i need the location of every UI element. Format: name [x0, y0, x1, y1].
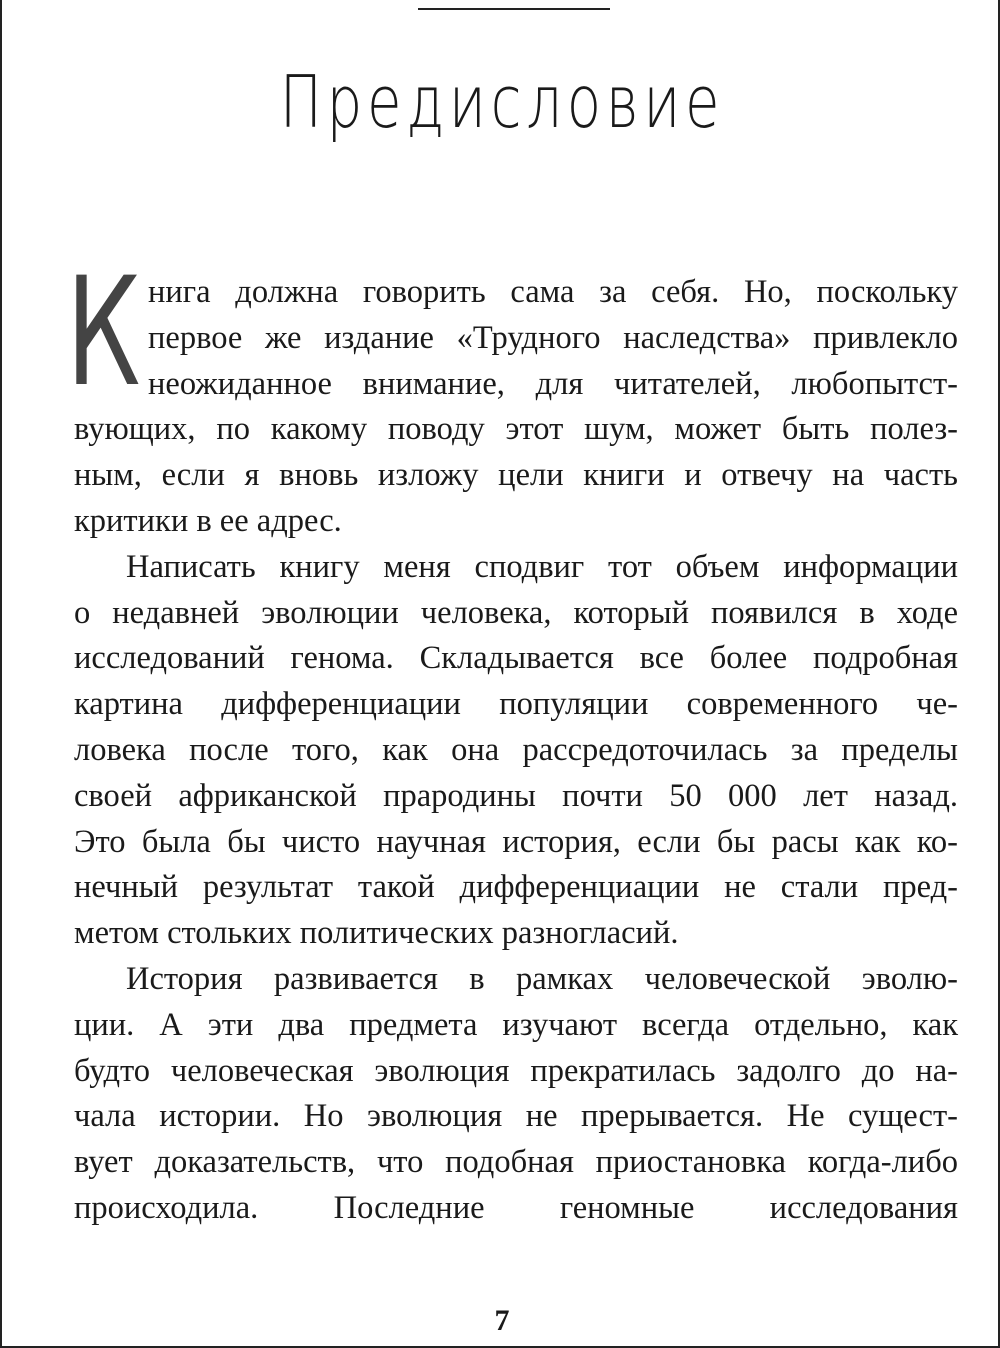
text-line: первое же издание «Трудного наследства» привлекло — [148, 319, 958, 356]
text-line: о недавней эволюции человека, который появился в ходе — [74, 594, 958, 631]
text-line: происходила. Последние геномные исследования — [74, 1189, 958, 1226]
text-line: чала истории. Но эволюция не прерывается. Не сущест- — [74, 1098, 958, 1135]
text-line: вующих, по какому поводу этот шум, может быть полез- — [74, 411, 958, 448]
text-line: Написать книгу меня сподвиг тот объем информации — [126, 548, 958, 585]
drop-cap: К — [66, 246, 141, 420]
text-line: метом стольких политических разногласий. — [74, 915, 679, 952]
text-line: История развивается в рамках человеческой эволю- — [126, 960, 958, 997]
text-line: исследований генома. Складывается все более подробная — [74, 640, 958, 677]
text-line: будто человеческая эволюция прекратилась задолго до на- — [74, 1052, 958, 1089]
text-line: ловека после того, как она рассредоточилась за пределы — [74, 731, 958, 768]
text-line: ным, если я вновь изложу цели книги и отвечу на часть — [74, 457, 958, 494]
text-line: Это была бы чисто научная история, если бы расы как ко- — [74, 823, 958, 860]
text-line: нечный результат такой дифференциации не стали пред- — [74, 869, 958, 906]
text-line: картина дифференциации популяции современного че- — [74, 686, 958, 723]
text-line: критики в ее адрес. — [74, 502, 342, 539]
chapter-title: Предисловие — [279, 60, 725, 144]
body-text — [74, 270, 958, 1232]
page-number: 7 — [494, 1304, 510, 1337]
text-line: неожиданное внимание, для читателей, любопытст- — [148, 365, 958, 402]
top-rule — [418, 8, 610, 10]
text-line: своей африканской прародины почти 50 000 лет назад. — [74, 777, 958, 814]
text-line: нига должна говорить сама за себя. Но, поскольку — [148, 274, 958, 310]
text-line: ции. А эти два предмета изучают всегда отдельно, как — [74, 1006, 958, 1043]
text-line: вует доказательств, что подобная приостановка когда-либо — [74, 1144, 958, 1181]
